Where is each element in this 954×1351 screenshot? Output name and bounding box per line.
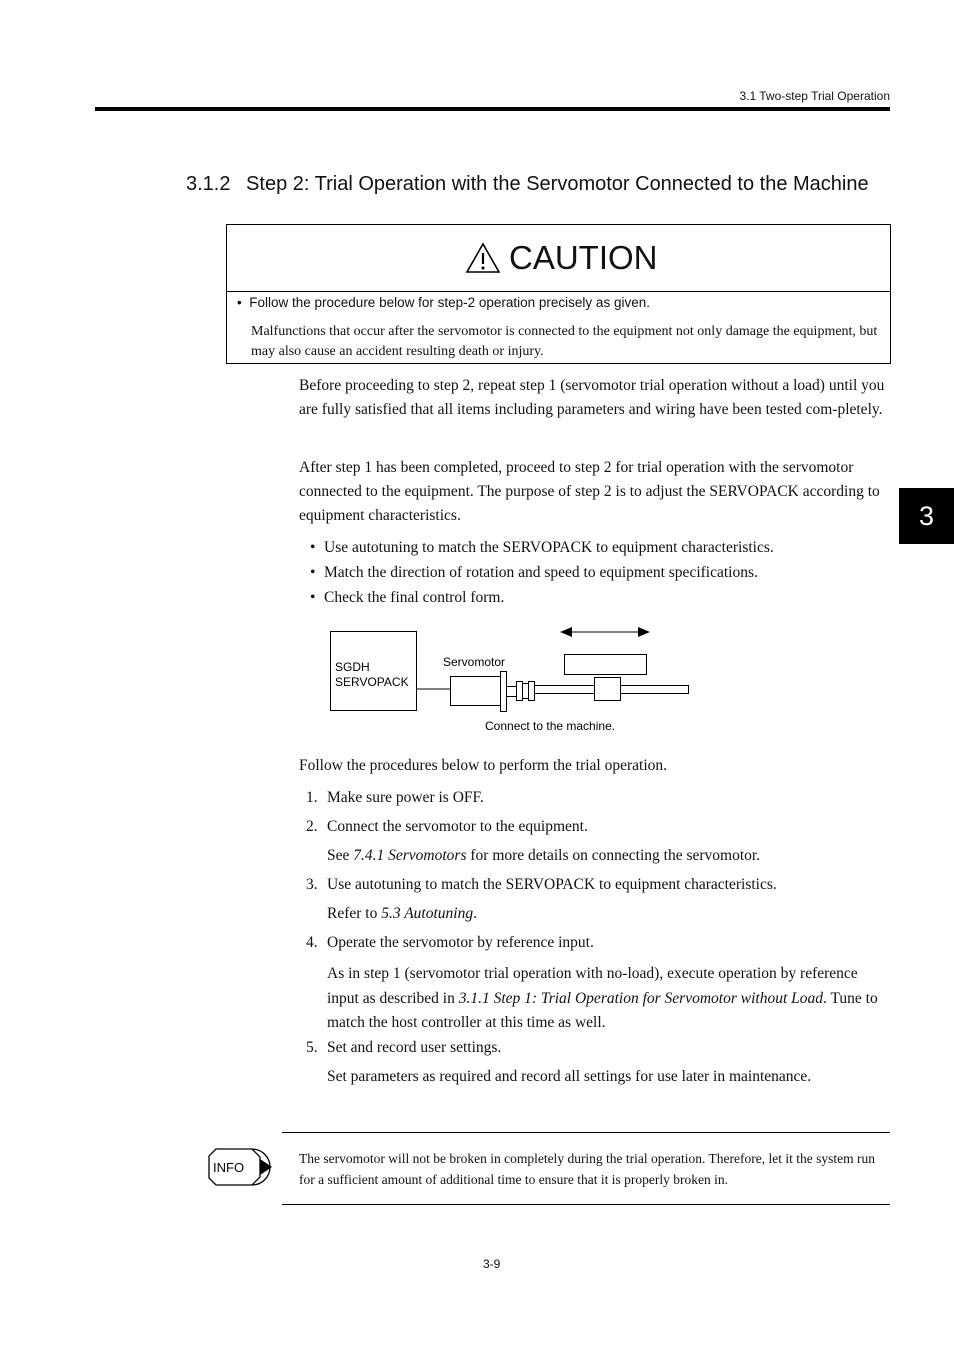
caution-bullet <box>237 295 650 310</box>
step-note: Refer to 5.3 Autotuning. <box>327 905 477 922</box>
servomotor-flange <box>501 672 507 712</box>
nut-block <box>595 678 621 701</box>
caution-box <box>226 224 891 364</box>
servopack-label-line2: SERVOPACK <box>335 675 409 689</box>
chapter-tab <box>899 488 954 544</box>
section-heading: Step 2: Trial Operation with the Servomotor Connected to the Machine <box>246 173 869 195</box>
caution-bullet-text: Follow the procedure below for step-2 operation precisely as given. <box>249 295 650 310</box>
chapter-tab-number: 3 <box>918 501 935 531</box>
info-icon-label: INFO <box>213 1160 245 1175</box>
list-item: • Use autotuning to match the SERVOPACK to equipment characteristics. <box>310 539 774 556</box>
step-note: As in step 1 (servomotor trial operation with no-load), execute operation by reference input as described in 3.1.1 Step 1: Trial Operation for Servomotor without Load. Tune to match the host controller at this time as well. <box>327 965 878 1031</box>
info-text: The servomotor will not be broken in completely during the trial operation. Therefore, let it the system run for a sufficient amount of additional time to ensure that it is properly broken in. <box>299 1151 875 1187</box>
step-note: See 7.4.1 Servomotors for more details on connecting the servomotor. <box>327 847 761 864</box>
connection-diagram <box>300 618 700 738</box>
paragraph-3: Follow the procedures below to perform the trial operation. <box>299 757 668 774</box>
arrow-head-right <box>638 627 650 637</box>
caution-title-row <box>465 239 658 277</box>
cross-reference: 5.3 Autotuning <box>381 905 474 922</box>
cross-reference: 3.1.1 Step 1: Trial Operation for Servomotor without Load <box>458 989 823 1007</box>
header-rule <box>95 107 890 111</box>
warning-icon <box>465 242 501 274</box>
step-item: 2. Connect the servomotor to the equipment. <box>306 818 588 835</box>
step-item: 1. Make sure power is OFF. <box>306 789 484 806</box>
arrow-head-left <box>560 627 572 637</box>
info-icon <box>208 1147 274 1187</box>
list-item: • Match the direction of rotation and speed to equipment specifications. <box>310 564 758 581</box>
coupling-mid <box>523 684 529 699</box>
step-item: 5. Set and record user settings. <box>306 1039 502 1056</box>
coupling-right <box>529 682 535 701</box>
step-note: Set parameters as required and record all settings for use later in maintenance. <box>327 1068 812 1085</box>
cross-reference: 7.4.1 Servomotors <box>353 847 467 864</box>
list-item: • Check the final control form. <box>310 589 505 606</box>
servomotor-body <box>451 677 501 706</box>
running-head: 3.1 Two-step Trial Operation <box>739 89 890 103</box>
caution-detail: Malfunctions that occur after the servomotor is connected to the equipment not only damage the equipment, but may also cause an accident resulting death or injury. <box>251 324 878 359</box>
servopack-label-line1: SGDH <box>335 660 370 674</box>
paragraph-1: Before proceeding to step 2, repeat step 1 (servomotor trial operation without a load) until you are fully satisfied that all items including parameters and wiring have been tested com-pletely. <box>299 377 885 418</box>
load-table <box>565 655 647 675</box>
step-item: 4. Operate the servomotor by reference input. <box>306 934 594 951</box>
step-item: 3. Use autotuning to match the SERVOPACK to equipment characteristics. <box>306 876 777 893</box>
section-title <box>186 173 869 196</box>
info-rule-top <box>282 1132 890 1133</box>
page-number: 3-9 <box>483 1257 501 1271</box>
servomotor-label: Servomotor <box>443 655 506 669</box>
info-rule-bottom <box>282 1204 890 1205</box>
diagram-caption: Connect to the machine. <box>485 719 616 733</box>
coupling-left <box>517 682 523 701</box>
caution-header <box>227 225 890 292</box>
caution-title: CAUTION <box>509 239 658 276</box>
section-number: 3.1.2 <box>186 173 231 195</box>
bullet-dot: • <box>237 295 242 310</box>
paragraph-2: After step 1 has been completed, proceed to step 2 for trial operation with the servomotor connected to the equipment. The purpose of step 2 is to adjust the SERVOPACK according to equipment characteristics. <box>299 459 880 524</box>
motor-shaft <box>507 687 517 697</box>
